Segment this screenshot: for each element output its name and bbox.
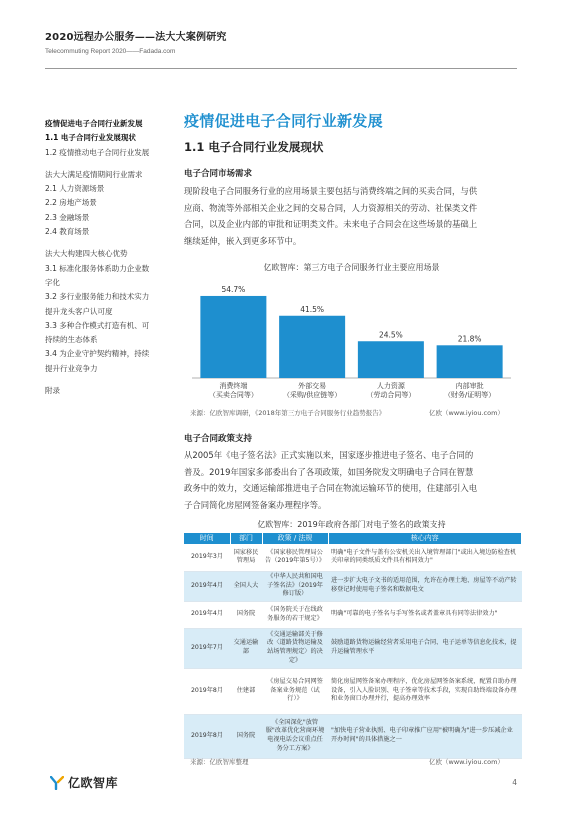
cell-dept: 国家移民管理局 [230,544,262,571]
table-of-contents [45,117,173,398]
cell-content: 鼓励道路货物运输经营者采用电子合同、电子运单等信息化技术，提升运输管理水平 [328,628,522,668]
toc-item[interactable]: 3.3 多种合作模式打造有机、可 [45,320,150,330]
cell-content: 明确"可靠的电子签名与手写签名或者盖章具有同等法律效力" [328,601,522,628]
cell-policy: 《交通运输部关于修改〈道路货物运输及站场管理规定〉的决定》 [262,628,328,668]
toc-item[interactable]: 2.4 教育场景 [45,227,90,237]
table-header-row [184,533,522,544]
column-header: 政策 / 法规 [262,533,328,544]
toc-item[interactable]: 持续的生态体系 [45,335,98,345]
table-source-right: 亿欧（www.iyiou.com） [429,758,504,766]
cell-content: 简化房屋网签备案办理程序，优化房屋网签备案系统，配置自助办理设备，引入人脸识别、电子签章等技术手段，实现自助终端设备办理和业务窗口办理并行，提高办理效率 [328,668,522,714]
footer-logo [50,774,118,791]
subsection-title: 1.1 电子合同行业发展现状 [184,140,324,154]
page-number: 4 [512,778,517,787]
cell-dept: 交通运输部 [230,628,262,668]
toc-item[interactable]: 3.1 标准化服务体系助力企业数 [45,263,150,273]
table-row [184,668,522,714]
header-divider [45,68,517,69]
bar [200,296,266,378]
chart-source: 来源：亿欧智库调研，《2018年第三方电子合同服务行业趋势报告》 [190,409,386,417]
cell-date: 2019年4月 [184,601,230,628]
column-header: 时间 [184,533,230,544]
column-header: 核心内容 [328,533,522,544]
cell-policy: 《房屋交易合同网签备案业务规范（试行）》 [262,668,328,714]
toc-item[interactable]: 提升行业竞争力 [45,363,98,373]
column-header: 部门 [230,533,262,544]
bar-chart [184,274,519,404]
bar-value-label: 21.8% [457,334,482,344]
category-tick-label: （买卖合同等） [208,391,258,399]
table-row [184,601,522,628]
cell-date: 2019年8月 [184,714,230,758]
cell-date: 2019年4月 [184,571,230,601]
section-title: 疫情促进电子合同行业新发展 [184,112,383,130]
cell-date: 2019年8月 [184,668,230,714]
bar-value-label: 24.5% [378,330,403,340]
table-row [184,628,522,668]
bar-value-label: 41.5% [300,304,325,314]
main-content [184,110,519,249]
bar [437,345,503,378]
bar [358,341,424,378]
table-title: 亿欧智库：2019年政府各部门对电子签名的政策支持 [257,520,446,529]
bar-value-label: 54.7% [221,284,246,294]
cell-content: "加快电子营业执照、电子印章推广应用"被明确为"进一步压减企业开办时间"的具体措施之一 [328,714,522,758]
page-header [45,28,227,55]
cell-dept: 住建部 [230,668,262,714]
chart-title: 亿欧智库：第三方电子合同服务行业主要应用场景 [263,263,440,272]
toc-item[interactable]: 疫情促进电子合同行业新发展 [45,119,143,128]
policy-paragraph: 从2005年《电子签名法》正式实施以来，国家逐步推进电子签名、电子合同的 普及。2019年国家多部委出台了各项政策，如国务院发文明确电子合同在智慧 政务中的效力，交通运输部推进电子合同在物流运输环节的使用，住建部引入电 子合同简化房屋网签备案办理程序等。 [184,450,478,510]
toc-item[interactable]: 1.1 电子合同行业发展现状 [45,133,136,143]
chart-source-right: 亿欧（www.iyiou.com） [429,409,504,417]
toc-item[interactable]: 3.2 多行业服务能力和技术实力 [45,292,150,302]
category-tick-label: （采购/供应链等） [282,391,342,399]
cell-dept: 国务院 [230,601,262,628]
category-tick-label: 外部交易 [298,382,327,390]
market-paragraph: 现阶段电子合同服务行业的应用场景主要包括与消费终端之间的买卖合同，与供 应商、物流等外部相关企业之间的交易合同，人力资源相关的劳动、社保类文件 合同，以及企业内部的审批和证明类文件。未来电子合同会在这些场景的基础上 继续延伸，嵌入到更多环节中。 [184,186,478,246]
cell-dept: 国务院 [230,714,262,758]
report-title: 2020远程办公服务——法大大案例研究 [45,32,227,43]
market-heading: 电子合同市场需求 [184,169,253,179]
cell-policy: 《全国深化"放管服"改革优化营商环境电视电话会议重点任务分工方案》 [262,714,328,758]
toc-item[interactable]: 附录 [45,386,60,396]
cell-date: 2019年3月 [184,544,230,571]
toc-item[interactable]: 法大大构建四大核心优势 [45,249,128,259]
report-subtitle: Telecommuting Report 2020——Fadada.com [45,48,176,55]
cell-policy: 《中华人民共和国电子签名法》（2019年修订版） [262,571,328,601]
toc-item[interactable]: 1.2 疫情推动电子合同行业发展 [45,147,150,157]
category-tick-label: 人力资源 [376,382,405,390]
cell-policy: 《国家移民管理局公告（2019年第5号）》 [262,544,328,571]
toc-item[interactable]: 2.3 金融场景 [45,212,90,222]
bar [279,316,345,378]
toc-item[interactable]: 提升龙头客户认可度 [45,306,113,316]
cell-dept: 全国人大 [230,571,262,601]
category-tick-label: （劳动合同等） [366,391,416,399]
cell-content: 进一步扩大电子文书的适用范围，允许在办理土地、房屋等不动产转移登记时使用电子签名和数据电文 [328,571,522,601]
toc-item[interactable]: 2.1 人力资源场景 [45,184,105,194]
toc-item[interactable]: 3.4 为企业守护契约精神，持续 [45,349,150,359]
toc-item[interactable]: 字化 [45,277,60,287]
toc-item[interactable]: 法大大满足疫情期间行业需求 [45,169,143,179]
category-tick-label: 消费终端 [219,382,248,390]
table-row [184,544,522,571]
toc-item[interactable]: 2.2 房地产场景 [45,198,97,208]
brand-name: 亿欧智库 [68,776,119,790]
cell-date: 2019年7月 [184,628,230,668]
category-tick-label: （财务/证明等） [443,391,496,399]
cell-content: 明确"电子文件与盖有公安机关出入境管理部门"或出入境边防检查机关印章的同类纸质文件具有相同效力" [328,544,522,571]
cell-policy: 《国务院关于在线政务服务的若干规定》 [262,601,328,628]
table-row [184,571,522,601]
category-tick-label: 内部审批 [455,382,484,390]
table-source: 来源：亿欧智库整理 [190,758,249,766]
policy-section [184,432,519,513]
policy-heading: 电子合同政策支持 [184,434,253,444]
yiou-logo-icon [50,776,64,790]
policy-table [184,533,522,759]
table-row [184,714,522,758]
